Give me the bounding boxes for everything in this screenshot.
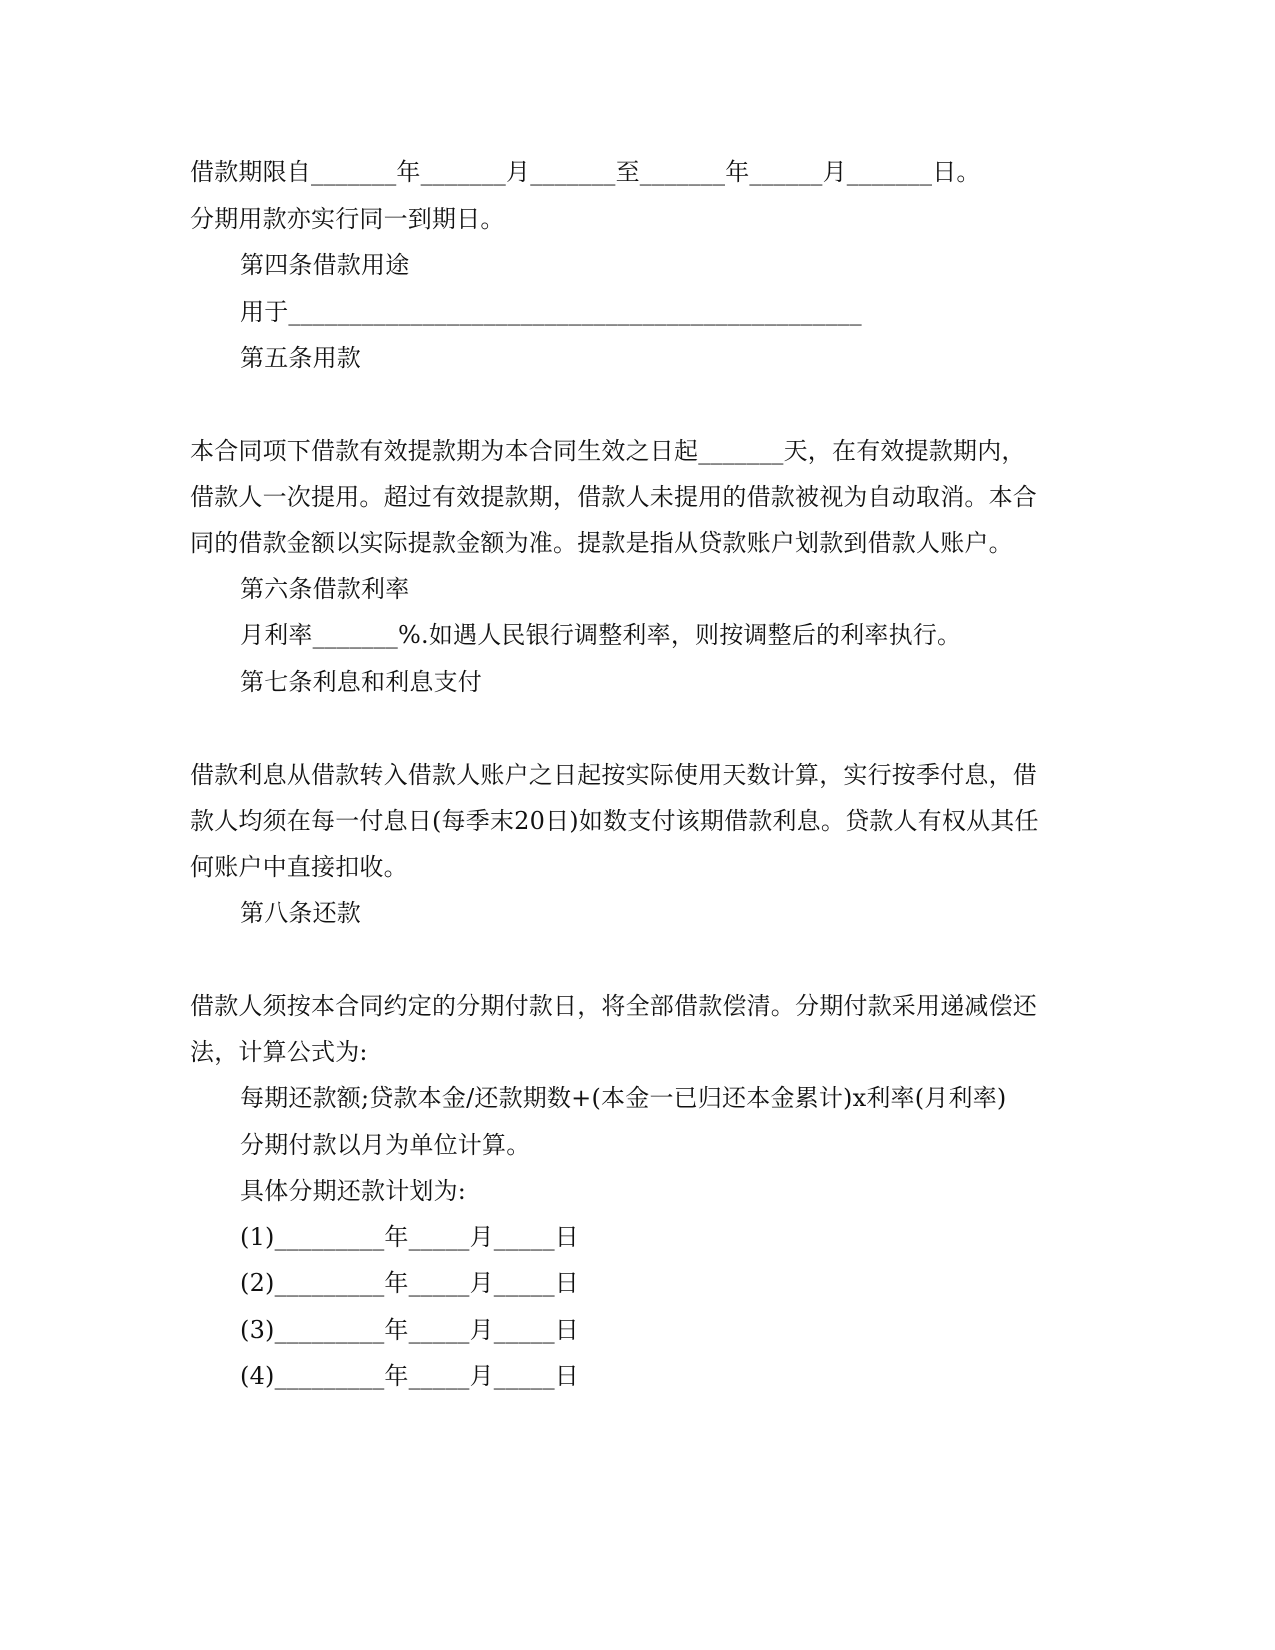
loan-purpose-line: 用于_______________________________________________: [240, 298, 862, 326]
article-5-paragraph-line-2: 借款人一次提用。超过有效提款期，借款人未提用的借款被视为自动取消。本合: [190, 483, 1037, 511]
article-5-paragraph-line-1: 本合同项下借款有效提款期为本合同生效之日起_______天，在有效提款期内，: [190, 437, 1026, 465]
article-7-paragraph-line-1: 借款利息从借款转入借款人账户之日起按实际使用天数计算，实行按季付息，借: [190, 761, 1037, 789]
article-7-paragraph-line-2: 款人均须在每一付息日(每季末20日)如数支付该期借款利息。贷款人有权从其任: [190, 807, 1039, 835]
article-5-paragraph-line-3: 同的借款金额以实际提款金额为准。提款是指从贷款账户划款到借款人账户。: [190, 529, 1013, 557]
repayment-plan-item-4: (4)_________年_____月_____日: [240, 1362, 579, 1390]
monthly-rate-line: 月利率_______%.如遇人民银行调整利率，则按调整后的利率执行。: [240, 621, 962, 649]
repayment-plan-item-1: (1)_________年_____月_____日: [240, 1223, 579, 1251]
article-4-heading: 第四条借款用途: [240, 251, 410, 279]
article-8-paragraph-line-2: 法，计算公式为:: [190, 1038, 368, 1066]
article-7-heading: 第七条利息和利息支付: [240, 668, 482, 696]
article-8-heading: 第八条还款: [240, 899, 361, 927]
repayment-plan-item-2: (2)_________年_____月_____日: [240, 1269, 579, 1297]
article-8-paragraph-line-1: 借款人须按本合同约定的分期付款日，将全部借款偿清。分期付款采用递减偿还: [190, 992, 1037, 1020]
installment-unit-line: 分期付款以月为单位计算。: [240, 1131, 531, 1159]
article-6-heading: 第六条借款利率: [240, 575, 410, 603]
installment-maturity-line: 分期用款亦实行同一到期日。: [190, 205, 505, 233]
article-5-heading: 第五条用款: [240, 344, 361, 372]
repayment-plan-item-3: (3)_________年_____月_____日: [240, 1316, 579, 1344]
loan-term-line: 借款期限自_______年_______月_______至_______年______月_______日。: [190, 158, 981, 186]
repayment-plan-heading: 具体分期还款计划为:: [240, 1177, 467, 1205]
article-7-paragraph-line-3: 何账户中直接扣收。: [190, 853, 408, 881]
repayment-formula-line: 每期还款额;贷款本金/还款期数+(本金一已归还本金累计)x利率(月利率): [240, 1084, 1007, 1112]
